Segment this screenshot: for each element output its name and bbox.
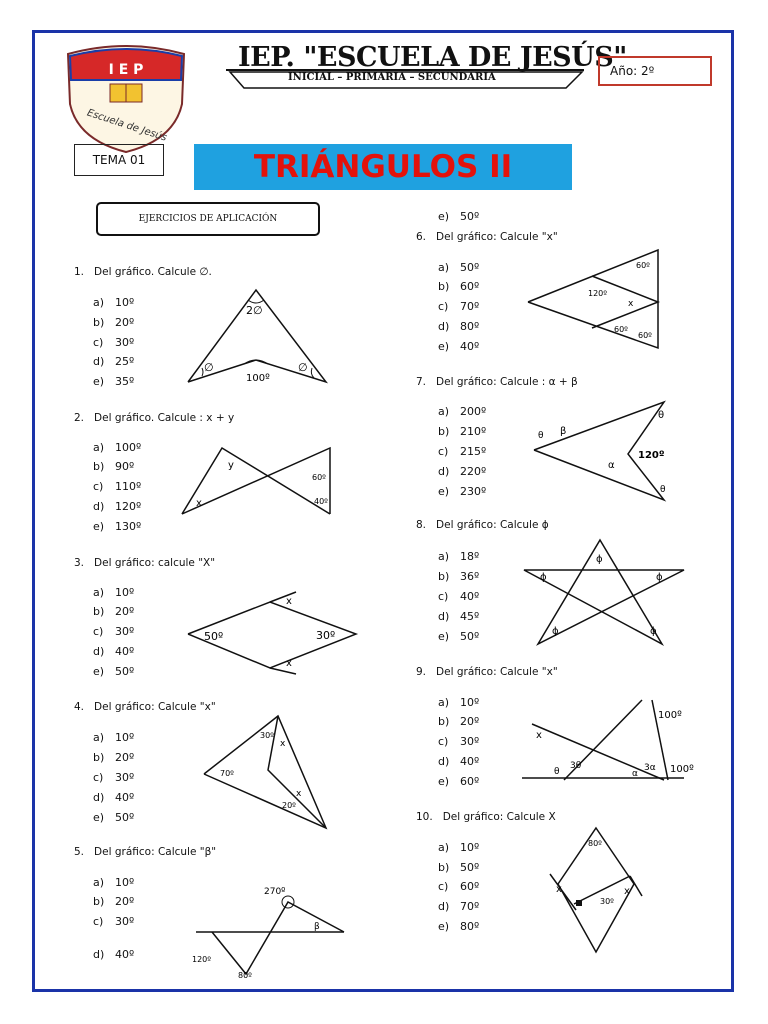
problem-10-figure (546, 824, 650, 956)
problem-9-label-theta: θ (554, 767, 560, 777)
problem-1-option-d: d) 25º (93, 355, 135, 368)
year-label: Año: 2º (598, 56, 712, 86)
problem-6-option-d: d) 80º (438, 320, 480, 333)
problem-7-option-e: e) 230º (438, 485, 487, 498)
problem-10-option-b: b) 50º (438, 861, 480, 874)
section-label: EJERCICIOS DE APLICACIÓN (96, 202, 320, 236)
problem-1-prompt: 1. Del gráfico. Calcule ∅. (74, 266, 212, 278)
problem-7-figure (528, 396, 678, 506)
problem-2-figure (178, 440, 338, 520)
problem-7-label-theta-left: θ (538, 431, 544, 441)
problem-9-label-100-top: 100º (658, 710, 682, 721)
problem-10-label-80: 80º (588, 839, 602, 848)
problem-8-label-phi-left: ϕ (540, 572, 547, 583)
problem-5-label-beta: β (314, 922, 320, 932)
problem-8-label-phi-bottom-left: ϕ (552, 626, 559, 637)
problem-6-figure (524, 246, 664, 352)
problem-8-option-c: c) 40º (438, 590, 480, 603)
problem-6-prompt: 6. Del gráfico: Calcule "x" (416, 231, 558, 243)
problem-2-label-40: 40º (314, 497, 328, 506)
problem-1-figure (180, 284, 330, 388)
problem-5-label-270: 270º (264, 887, 286, 897)
problem-9-label-100-right: 100º (670, 764, 694, 775)
problem-4-option-b: b) 20º (93, 751, 135, 764)
problem-9-label-x: x (536, 730, 542, 741)
problem-8-option-e: e) 50º (438, 630, 480, 643)
problem-8-figure (520, 534, 688, 650)
problem-1-label-phi-left: ∅ (204, 361, 214, 374)
problem-5-label-80: 80º (238, 971, 252, 980)
problem-10-label-x-left: x (556, 884, 562, 895)
problem-4-label-20: 20º (282, 801, 296, 810)
problem-3-option-b: b) 20º (93, 605, 135, 618)
problem-2-label-60: 60º (312, 473, 326, 482)
problem-1-option-c: c) 30º (93, 336, 135, 349)
problem-3-prompt: 3. Del gráfico: calcule "X" (74, 557, 216, 569)
problem-3-label-30: 30º (316, 629, 336, 642)
problem-2-label-y: y (228, 460, 234, 471)
problem-9-prompt: 9. Del gráfico: Calcule "x" (416, 666, 558, 678)
problem-10-prompt: 10. Del gráfico: Calcule X (416, 811, 556, 823)
problem-7-option-c: c) 215º (438, 445, 487, 458)
problem-8-label-phi-top: ϕ (596, 554, 603, 565)
problem-5-option-d: d) 40º (93, 948, 135, 961)
problem-4-option-a: a) 10º (93, 731, 135, 744)
problem-7-option-d: d) 220º (438, 465, 487, 478)
problem-9-option-b: b) 20º (438, 715, 480, 728)
problem-7-option-a: a) 200º (438, 405, 487, 418)
problem-3-option-e: e) 50º (93, 665, 135, 678)
problem-6-label-120: 120º (588, 289, 608, 298)
problem-6-option-a: a) 50º (438, 261, 480, 274)
logo-text: I E P (108, 62, 144, 78)
problem-3-option-c: c) 30º (93, 625, 135, 638)
problem-6-option-e: e) 40º (438, 340, 480, 353)
problem-5-option-b: b) 20º (93, 895, 135, 908)
problem-4-figure (198, 712, 332, 832)
problem-7-label-120: 120º (638, 450, 665, 461)
title-banner (194, 144, 572, 190)
problem-4-label-70: 70º (220, 769, 234, 778)
problem-2-option-d: d) 120º (93, 500, 142, 513)
problem-9-label-alpha: α (632, 769, 638, 779)
problem-9-label-3theta: 3θ (570, 761, 582, 771)
problem-6-label-60-bottom: 60º (638, 331, 652, 340)
problem-10-label-x-right: x (624, 886, 630, 897)
problem-5-label-120: 120º (192, 955, 212, 964)
problem-7-label-alpha: α (608, 460, 615, 471)
problem-7-label-theta-bottom: θ (660, 485, 666, 495)
school-name: IEP. "ESCUELA DE JESÚS" (238, 42, 627, 73)
school-levels: INICIAL – PRIMARIA – SECUNDARIA (288, 72, 496, 83)
problem-3-option-a: a) 10º (93, 586, 135, 599)
problem-3-label-x-bottom: x (286, 658, 292, 669)
problem-6-option-c: c) 70º (438, 300, 480, 313)
problem-2-option-a: a) 100º (93, 441, 142, 454)
problem-8-label-phi-right: ϕ (656, 572, 663, 583)
problem-5-option-c: c) 30º (93, 915, 135, 928)
problem-8-prompt: 8. Del gráfico: Calcule ϕ (416, 519, 549, 531)
problem-8-label-phi-bottom-right: ϕ (650, 626, 657, 637)
problem-3-option-d: d) 40º (93, 645, 135, 658)
problem-6-label-60-mid: 60º (614, 325, 628, 334)
problem-2-option-c: c) 110º (93, 480, 142, 493)
problem-4-option-e: e) 50º (93, 811, 135, 824)
problem-1-label-2phi: 2∅ (246, 304, 263, 317)
problem-9-figure (520, 696, 696, 786)
problem-7-label-beta: β (560, 426, 567, 437)
problem-8-option-b: b) 36º (438, 570, 480, 583)
problem-3-figure (184, 588, 360, 678)
problem-2-label-x: x (196, 498, 202, 509)
problem-2-option-e: e) 130º (93, 520, 142, 533)
problem-2-prompt: 2. Del gráfico. Calcule : x + y (74, 412, 235, 424)
problem-5-figure (190, 880, 350, 980)
problem-10-option-a: a) 10º (438, 841, 480, 854)
problem-9-label-3alpha: 3α (644, 763, 656, 773)
problem-4-label-x-top: x (280, 739, 286, 749)
problem-1-label-phi-right: ∅ (298, 361, 308, 374)
page-title: TRIÁNGULOS II (253, 149, 513, 185)
problem-1-option-a: a) 10º (93, 296, 135, 309)
problem-3-label-x-top: x (286, 596, 292, 607)
problem-4-option-d: d) 40º (93, 791, 135, 804)
problem-4-prompt: 4. Del gráfico: Calcule "x" (74, 701, 216, 713)
problem-1-label-100: 100º (246, 373, 270, 384)
logo-motto: Escuela de Jesús (85, 107, 169, 144)
problem-9-option-c: c) 30º (438, 735, 480, 748)
problem-5-prompt: 5. Del gráfico: Calcule "β" (74, 846, 217, 858)
problem-8-option-d: d) 45º (438, 610, 480, 623)
problem-1-option-b: b) 20º (93, 316, 135, 329)
problem-3-label-50: 50º (204, 630, 224, 643)
problem-10-option-e: e) 80º (438, 920, 480, 933)
problem-6-option-b: b) 60º (438, 280, 480, 293)
school-logo (64, 44, 188, 154)
problem-9-option-d: d) 40º (438, 755, 480, 768)
problem-6-label-x: x (628, 299, 634, 309)
problem-8-option-a: a) 18º (438, 550, 480, 563)
problem-4-option-c: c) 30º (93, 771, 135, 784)
problem-4-label-x-bottom: x (296, 789, 302, 799)
problem-6-label-60-top: 60º (636, 261, 650, 270)
problem-9-option-e: e) 60º (438, 775, 480, 788)
problem-10-option-c: c) 60º (438, 880, 480, 893)
problem-5-option-a: a) 10º (93, 876, 135, 889)
problem-1-option-e: e) 35º (93, 375, 135, 388)
topic-label: TEMA 01 (74, 144, 164, 176)
problem-9-option-a: a) 10º (438, 696, 480, 709)
problem-10-label-30: 30º (600, 897, 614, 906)
problem-4-label-30: 30º (260, 731, 274, 740)
problem-7-prompt: 7. Del gráfico: Calcule : α + β (416, 376, 578, 388)
problem-2-option-b: b) 90º (93, 460, 135, 473)
problem-10-option-d: d) 70º (438, 900, 480, 913)
problem-7-label-theta-top: θ (658, 410, 665, 421)
carry-over-option-e: e) 50º (438, 210, 480, 223)
problem-7-option-b: b) 210º (438, 425, 487, 438)
